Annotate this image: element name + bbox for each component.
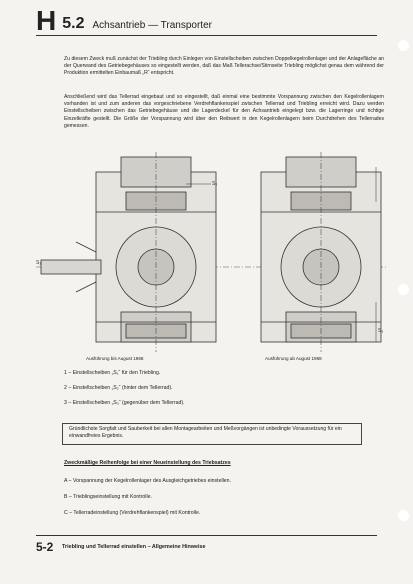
section-title: Achsantrieb — Transporter [92, 20, 212, 31]
step-a: A – Vorspannung der Kegelrollenlager des Ausgleichgetriebes einstellen. [64, 478, 231, 484]
punch-hole [398, 40, 409, 51]
caption-left: Ausführung bis August 1968 [86, 356, 144, 361]
paragraph-1: Zu diesem Zweck muß zunächst der Triebling durch Einlegen von Einstellscheiben zwischen Doppelkegelrollenlager und der Anlagefläche an der Querwand des Getriebegehäuses so eingestellt werden, daß das Maß Tellerachse/Stirnseite Triebling möglichst genau dem während der Produktion ermittelten Einbaumaß „R“ entspricht. [64, 56, 384, 77]
punch-hole [398, 284, 409, 295]
differential-cross-section-figure [36, 152, 386, 352]
legend-item-3: 3 – Einstellscheiben „S₃“ (gegenüber dem Tellerrad). [64, 400, 185, 406]
legend-item-2: 2 – Einstellscheiben „S₂“ (hinter dem Tellerrad). [64, 385, 173, 391]
note-box: Gründlichste Sorgfalt und Sauberkeit bei allen Montagearbeiten und Meßvorgängen ist unbedingte Voraussetzung für ein einwandfreies Ergebnis. [62, 423, 362, 445]
footer-title: Triebling und Tellerrad einstellen – Allgemeine Hinweise [62, 544, 206, 550]
sequence-heading: Zweckmäßige Reihenfolge bei einer Neueinstellung des Triebsatzes [64, 460, 231, 466]
step-c: C – Tellerradeinstellung (Verdrehflankenspiel) mit Kontrolle. [64, 510, 201, 516]
footer-rule [36, 535, 377, 536]
caption-right: Ausführung ab August 1968 [265, 356, 322, 361]
step-b: B – Trieblingseinstellung mit Kontrolle. [64, 494, 152, 500]
right-assembly-drawing [261, 152, 384, 352]
section-number: 5.2 [62, 15, 85, 32]
left-assembly-drawing [41, 152, 216, 352]
page-number: 5-2 [36, 540, 54, 554]
header-rule [36, 35, 377, 36]
legend-item-1: 1 – Einstellscheiben „S₁“ für den Triebling. [64, 370, 161, 376]
figure-label-s3: S₃ [378, 328, 384, 334]
figure-label-s1: S₁ [36, 260, 42, 266]
punch-hole [398, 510, 409, 521]
section-letter: H [36, 5, 57, 36]
paragraph-2: Anschließend wird das Tellerrad eingebaut und so eingestellt, daß einmal eine bestimmte Vorspannung zwischen den Kegelrollenlagern vorhanden ist und zum anderen das vorgeschriebene Verdrehflankenspiel zwischen Tellerrad und Triebling erreicht wird. Dazu werden Einstellscheiben zwischen das Getriebegehäuse und die Lagerdeckel für den Achsantrieb eingelegt bzw. die Lagerringe und richtige Einzelkräfte gestellt. Die Größe der Vorspannung wird über den Reibwert in den Kegelrollenlagern beim Durchdrehen des Tellerrades gemessen. [64, 94, 384, 129]
figure-label-s2: S₂ [212, 181, 218, 187]
section-header [36, 5, 212, 36]
